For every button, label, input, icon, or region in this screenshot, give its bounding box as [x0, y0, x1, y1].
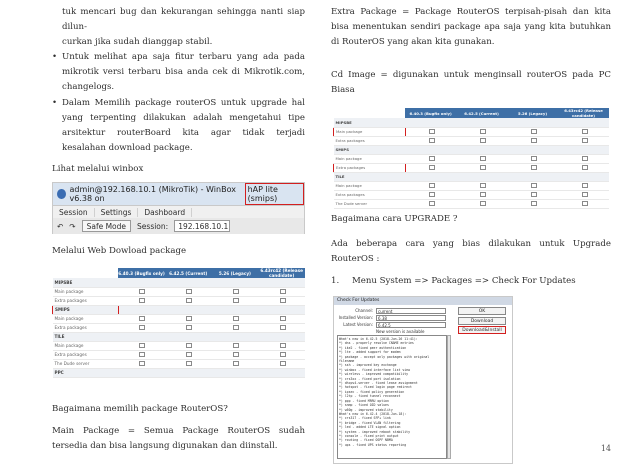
package-name[interactable]: The Dude server: [334, 199, 406, 208]
download-icon[interactable]: [186, 316, 192, 321]
download-icon[interactable]: [582, 201, 588, 206]
table-row: [53, 341, 306, 350]
changelog-line: *) console - fixed print output: [339, 433, 399, 438]
step-1-text: Menu System => Packages => Check For Updates: [351, 276, 576, 286]
main-package-text: Main Package = Semua Package RouterOS sudah tersedia dan bisa langsung digunakan dan diinstall.: [52, 426, 305, 451]
table-row: [334, 172, 610, 181]
cd-image-text: Cd Image = digunakan untuk menginsall routerOS pada PC Biasa: [331, 70, 611, 95]
winbox-icon: [57, 189, 66, 199]
choose-package-heading: Bagaimana memilih package RouterOS?: [52, 404, 228, 414]
installed-value: 6.38: [376, 315, 446, 321]
changelog-line: *) ups - fixed UPS status reporting: [339, 442, 407, 447]
winbox-toolbar: [53, 218, 304, 234]
changelog-line: *) winbox - fixed interface list view: [339, 367, 411, 372]
download-icon[interactable]: [531, 129, 537, 134]
download-icon[interactable]: [582, 129, 588, 134]
download-icon[interactable]: [280, 325, 286, 330]
changelog-line: *) ppp - fixed MRRU option: [339, 398, 389, 403]
upgrade-heading: Bagaimana cara UPGRADE ?: [331, 214, 458, 224]
table-header: 6.40.3 (Bugfix only): [405, 108, 456, 118]
table-row: [53, 296, 306, 305]
download-icon[interactable]: [233, 289, 239, 294]
package-table-left: [52, 268, 305, 378]
package-download-table-small: [333, 108, 609, 206]
table-row: [53, 359, 306, 368]
download-icon[interactable]: [139, 352, 145, 357]
download-icon[interactable]: [280, 361, 286, 366]
table-header: [334, 108, 406, 118]
changelog-line: *) ike2 - fixed peer authentication: [339, 345, 407, 350]
table-row: [334, 190, 610, 199]
download-icon[interactable]: [186, 361, 192, 366]
table-row: [334, 145, 610, 154]
download-icon[interactable]: [582, 192, 588, 197]
table-header: 6.43rc42 (Release candidate): [258, 268, 305, 278]
bullet-changelog: • Untuk melihat apa saja fitur terbaru yang ada pada mikrotik versi terbaru bisa anda cek di Mikrotik.com, changelogs.: [52, 50, 305, 95]
dialog-title: Check For Updates: [334, 297, 512, 305]
table-row: [334, 154, 610, 163]
download-icon[interactable]: [429, 183, 435, 188]
package-table-right: [333, 108, 609, 209]
changelog-line: *) dns - properly resolve CNAME entries: [339, 341, 414, 346]
continued-bullet: [62, 5, 305, 50]
package-name[interactable]: Extra packages: [334, 163, 406, 172]
download-icon[interactable]: [233, 361, 239, 366]
changelog-line: What's new in 6.42.4 (2018-Jun-18):: [339, 411, 407, 416]
download-icon[interactable]: [280, 298, 286, 303]
bullet-architecture: • Dalam Memilih package routerOS untuk upgrade hal yang terpenting dilakukan adalah mengetahui tipe arsitektur routerBoard kita agar tidak terjadi kesalahan download package.: [52, 96, 305, 156]
ok-button[interactable]: OK: [458, 307, 506, 315]
table-row: [334, 199, 610, 208]
download-icon[interactable]: [139, 343, 145, 348]
download-icon[interactable]: [480, 156, 486, 161]
download-icon[interactable]: [139, 298, 145, 303]
session-label: Session:: [137, 221, 169, 231]
page-number: 14: [600, 444, 611, 453]
download-install-button[interactable]: Download&Install: [458, 326, 506, 334]
continued-line-1: tuk mencari bug dan kekurangan sehingga nanti siap dilun-: [62, 7, 305, 32]
download-icon[interactable]: [531, 138, 537, 143]
download-icon[interactable]: [186, 325, 192, 330]
download-icon[interactable]: [582, 138, 588, 143]
safe-mode-button[interactable]: Safe Mode: [82, 220, 131, 232]
download-icon[interactable]: [429, 165, 435, 170]
download-icon[interactable]: [233, 343, 239, 348]
changelog-line: *) dhcpv4-server - fixed lease assignment: [339, 381, 418, 386]
package-name[interactable]: The Dude server: [53, 359, 119, 368]
table-header: 6.43rc42 (Release candidate): [558, 108, 609, 118]
download-icon[interactable]: [429, 192, 435, 197]
download-icon[interactable]: [139, 325, 145, 330]
step-1-number: 1.: [331, 276, 340, 286]
package-name[interactable]: Main package: [334, 127, 406, 136]
table-row: [53, 314, 306, 323]
package-name[interactable]: Main package: [334, 154, 406, 163]
package-name: SMIPS: [53, 305, 119, 314]
continued-line-2: curkan jika sudah dianggap stabil.: [62, 37, 213, 47]
download-icon[interactable]: [480, 129, 486, 134]
table-row: [53, 287, 306, 296]
download-icon[interactable]: [139, 361, 145, 366]
changelog-line: *) system - improved reboot stability: [339, 429, 411, 434]
download-icon[interactable]: [531, 201, 537, 206]
download-icon[interactable]: [280, 289, 286, 294]
changelog-line: *) w60g - improved stability: [339, 407, 393, 412]
winbox-title-bar: [53, 183, 304, 205]
undo-icon[interactable]: ↶: [57, 221, 64, 231]
table-row: [53, 332, 306, 341]
table-row: [334, 118, 610, 127]
package-name: SMIPS: [334, 145, 406, 154]
changelog-line: *) routing - fixed OSPF NBMA: [339, 438, 393, 443]
download-icon[interactable]: [480, 201, 486, 206]
changelog-line: What's new in 6.42.5 (2018-Jun-26 11:41):: [339, 337, 418, 341]
winbox-heading: Lihat melalui winbox: [52, 164, 144, 174]
extra-package-text: Extra Package = Package RouterOS terpisah-pisah dan kita bisa menentukan sendiri package apa saja yang kita butuhkan di RouterOS yang akan kita gunakan.: [331, 7, 611, 47]
table-header: 5.26 (Legacy): [507, 108, 558, 118]
table-header: 6.40.3 (Bugfix only): [118, 268, 165, 278]
table-row: [53, 323, 306, 332]
package-name[interactable]: Main package: [53, 287, 119, 296]
upgrade-intro: Ada beberapa cara yang bias dilakukan untuk Upgrade RouterOS :: [331, 239, 611, 264]
download-icon[interactable]: [186, 343, 192, 348]
download-icon[interactable]: [429, 156, 435, 161]
download-icon[interactable]: [531, 165, 537, 170]
download-icon[interactable]: [233, 316, 239, 321]
download-icon[interactable]: [233, 325, 239, 330]
session-field[interactable]: 192.168.10.1: [174, 220, 230, 232]
download-icon[interactable]: [531, 156, 537, 161]
table-row: [53, 305, 306, 314]
package-name[interactable]: Main package: [334, 181, 406, 190]
changelog-line: *) ssh - improved key exchange: [339, 363, 397, 368]
table-header: 6.42.5 (Current): [456, 108, 507, 118]
download-icon[interactable]: [531, 183, 537, 188]
table-header-row: [334, 108, 610, 118]
changelog-line: *) ipsec - fixed policy generation: [339, 389, 405, 394]
redo-icon[interactable]: ↷: [69, 221, 76, 231]
installed-label: Installed Version:: [338, 315, 373, 320]
package-name[interactable]: Extra packages: [334, 136, 406, 145]
download-icon[interactable]: [429, 138, 435, 143]
download-icon[interactable]: [186, 289, 192, 294]
package-name: TILE: [334, 172, 406, 181]
download-icon[interactable]: [480, 183, 486, 188]
table-header-row: [53, 268, 306, 278]
download-icon[interactable]: [429, 129, 435, 134]
download-icon[interactable]: [186, 298, 192, 303]
table-header: 6.42.5 (Current): [165, 268, 212, 278]
channel-label: Channel:: [355, 308, 373, 313]
latest-value: 6.42.5: [376, 322, 446, 328]
changelog-line: *) wireless - improved compatibility: [339, 372, 409, 377]
download-icon[interactable]: [139, 289, 145, 294]
download-button[interactable]: Download: [458, 317, 506, 325]
table-row: [334, 136, 610, 145]
winbox-menu: [53, 205, 304, 218]
download-icon[interactable]: [480, 192, 486, 197]
board-highlight: hAP lite (smips): [245, 183, 304, 205]
table-row: [334, 163, 610, 172]
download-icon[interactable]: [233, 298, 239, 303]
status-text: New version is available: [376, 329, 425, 334]
download-icon[interactable]: [531, 192, 537, 197]
table-row: [53, 350, 306, 359]
download-icon[interactable]: [280, 352, 286, 357]
table-row: [53, 368, 306, 377]
package-name: TILE: [53, 332, 119, 341]
download-icon[interactable]: [233, 352, 239, 357]
download-icon[interactable]: [186, 352, 192, 357]
package-name[interactable]: Extra packages: [53, 350, 119, 359]
step-1: [331, 274, 611, 289]
package-name[interactable]: Extra packages: [53, 296, 119, 305]
package-name: MIPSBE: [53, 278, 119, 287]
changelog-line: *) lte - added support for modem: [339, 350, 401, 355]
download-icon[interactable]: [480, 138, 486, 143]
package-name: PPC: [53, 368, 119, 377]
changelog-box[interactable]: [337, 335, 447, 459]
menu-dashboard[interactable]: Dashboard: [138, 208, 192, 217]
download-icon[interactable]: [480, 165, 486, 170]
scrollbar[interactable]: [447, 335, 451, 459]
download-icon[interactable]: [139, 316, 145, 321]
changelog-line: *) bridge - fixed VLAN filtering: [339, 420, 401, 425]
package-name: MIPSBE: [334, 118, 406, 127]
download-icon[interactable]: [280, 316, 286, 321]
package-name[interactable]: Main package: [53, 341, 119, 350]
table-row: [53, 278, 306, 287]
download-icon[interactable]: [429, 201, 435, 206]
package-name[interactable]: Main package: [53, 314, 119, 323]
package-name[interactable]: Extra packages: [334, 190, 406, 199]
menu-settings[interactable]: Settings: [95, 208, 139, 217]
package-download-table: [52, 268, 305, 375]
table-row: [334, 181, 610, 190]
download-icon[interactable]: [280, 343, 286, 348]
table-row: [334, 127, 610, 136]
menu-session[interactable]: Session: [53, 208, 95, 217]
winbox-title: admin@192.168.10.1 (MikroTik) - WinBox v6.38 on: [69, 185, 236, 203]
download-icon[interactable]: [582, 156, 588, 161]
table-header: [53, 268, 119, 278]
download-icon[interactable]: [582, 183, 588, 188]
download-icon[interactable]: [582, 165, 588, 170]
winbox-screenshot: [52, 182, 305, 234]
changelog-line: *) crs317 - fixed SFP+ link: [339, 416, 391, 421]
changelog-line: *) snmp - fixed OID values: [339, 403, 389, 408]
changelog-line: *) package - accept only packages with original filename: [339, 354, 430, 364]
package-name[interactable]: Extra packages: [53, 323, 119, 332]
table-header: 5.26 (Legacy): [212, 268, 259, 278]
changelog-line: *) hotspot - fixed login page redirect: [339, 385, 412, 390]
latest-label: Latest Version:: [343, 322, 373, 327]
changelog-line: *) crs3xx - fixed port isolation: [339, 376, 401, 381]
channel-select[interactable]: current: [376, 308, 446, 314]
check-updates-dialog: [333, 296, 513, 464]
changelog-line: *) l2tp - fixed tunnel reconnect: [339, 394, 401, 399]
changelog-line: *) led - added LTE signal option: [339, 425, 401, 430]
web-download-heading: Melalui Web Dowload package: [52, 246, 187, 256]
